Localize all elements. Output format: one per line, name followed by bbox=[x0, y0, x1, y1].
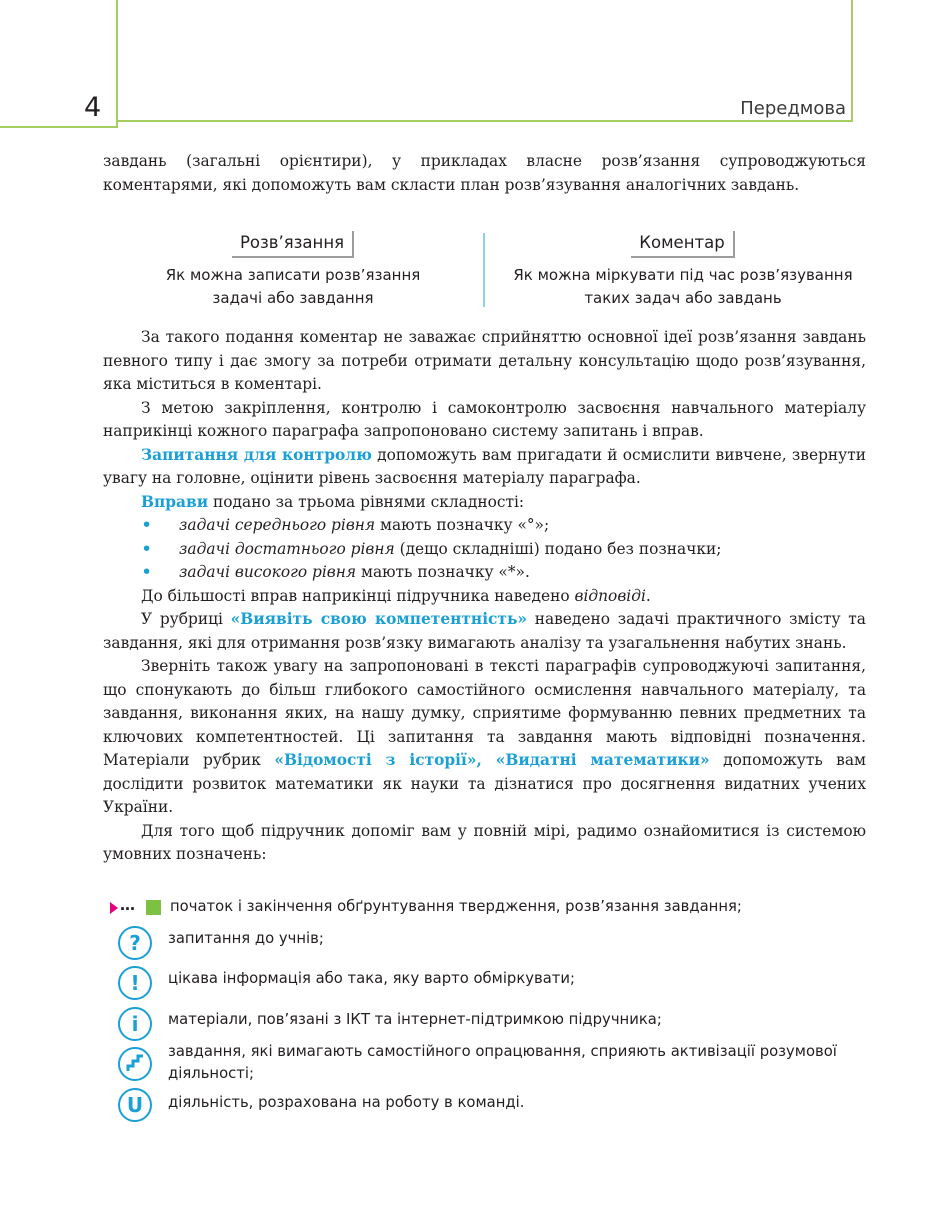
paragraph-commentary: За такого подання коментар не заважає сприйняттю основної ідеї розв’язання завдань певного типу і дає змогу за потреби отримати детальну консультацію щодо розв’язування, яка міститься в коментарі. bbox=[103, 328, 866, 393]
commentary-desc-line-1: Як можна міркувати під час розв’язування bbox=[513, 266, 853, 284]
paragraph-exercises bbox=[103, 491, 866, 515]
solution-desc-line-2: задачі або завдання bbox=[212, 289, 374, 307]
bullet-sufficient-text: (дещо складніші) подано без позначки; bbox=[394, 539, 722, 558]
attention-text-rest: допоможуть вам дослідити розвиток математики як науки та дізнатися про досягнення видатних учених України. bbox=[103, 751, 866, 816]
page-number: 4 bbox=[84, 92, 102, 123]
competence-highlight: «Виявіть свою компетентність» bbox=[230, 610, 528, 628]
control-questions-highlight: Запитання для контролю bbox=[141, 445, 372, 464]
bullet-dot-icon: • bbox=[141, 537, 153, 560]
legend-independent-text: завдання, які вимагають самостійного опрацювання, сприяють активізації розумової діяльності; bbox=[168, 1043, 837, 1082]
section-title: Передмова bbox=[740, 98, 846, 119]
commentary-description bbox=[493, 264, 873, 310]
bullet-medium-level bbox=[103, 514, 866, 538]
paragraph-legend-intro: Для того щоб підручник допоміг вам у повній мірі, радимо ознайомитися із системою умовних позначень: bbox=[103, 821, 866, 863]
answers-text-end: . bbox=[645, 586, 651, 605]
stairs-icon bbox=[118, 1047, 152, 1081]
solution-commentary-block bbox=[103, 231, 866, 313]
paragraph-control-questions bbox=[103, 444, 866, 491]
bullet-high-italic: задачі високого рівня bbox=[179, 563, 357, 581]
attention-highlight: «Відомості з історії», «Видатні математики» bbox=[274, 751, 710, 769]
paragraph-consolidation: З метою закріплення, контролю і самоконтролю засвоєння навчального матеріалу наприкінці кожного параграфа запропоновано систему запитань і вправ. bbox=[103, 398, 866, 440]
solution-description bbox=[103, 264, 483, 310]
solution-desc-line-1: Як можна записати розв’язання bbox=[165, 266, 421, 284]
commentary-column bbox=[493, 231, 873, 310]
bullet-medium-italic: задачі середнього рівня bbox=[179, 516, 376, 534]
paragraph-attention bbox=[103, 655, 866, 820]
paragraph-answers bbox=[103, 585, 866, 609]
legend-interesting-text: цікава інформація або така, яку варто обміркувати; bbox=[168, 970, 576, 987]
question-icon: ? bbox=[118, 926, 152, 960]
bullet-sufficient-level bbox=[103, 538, 866, 562]
exercises-highlight: Вправи bbox=[141, 492, 209, 511]
frame-vertical-right bbox=[851, 0, 853, 122]
frame-vertical-left bbox=[116, 0, 118, 128]
solution-label: Розв’язання bbox=[232, 231, 354, 258]
solution-column bbox=[103, 231, 483, 310]
column-divider bbox=[483, 233, 485, 307]
proof-end-icon bbox=[146, 900, 161, 915]
paragraph-competence bbox=[103, 608, 866, 655]
legend-proof-text: початок і закінчення обґрунтування твердження, розв’язання завдання; bbox=[170, 898, 742, 915]
competence-text-start: У рубриці bbox=[141, 610, 231, 628]
info-icon: i bbox=[118, 1007, 152, 1041]
commentary-label: Коментар bbox=[631, 231, 734, 258]
legend-team-text: діяльність, розрахована на роботу в команді. bbox=[168, 1094, 525, 1111]
proof-dots: … bbox=[120, 896, 135, 914]
exclamation-icon: ! bbox=[118, 966, 152, 1000]
answers-text-start: До більшості вправ наприкінці підручника наведено bbox=[141, 586, 575, 605]
legend-question-text: запитання до учнів; bbox=[168, 930, 324, 947]
exercises-text: подано за трьома рівнями складності: bbox=[208, 492, 525, 511]
intro-paragraph bbox=[103, 150, 866, 197]
answers-italic: відповіді bbox=[574, 586, 646, 605]
bullet-sufficient-italic: задачі достатнього рівня bbox=[179, 539, 395, 558]
attention-text-start: Зверніть також увагу на запропоновані в тексті параграфів супроводжуючі запитання, що спонукають до більш глибокого самостійного осмислення навчального матеріалу, та завдання, виконання яких, на нашу думку, сприятиме формуванню певних предметних та ключових компетентностей. Ці запитання та завдання мають відповідні позначення. Матеріали рубрик bbox=[103, 657, 866, 769]
commentary-desc-line-2: таких задач або завдань bbox=[584, 289, 782, 307]
main-body bbox=[103, 326, 866, 867]
proof-start-icon bbox=[110, 902, 118, 914]
bullet-dot-icon: • bbox=[141, 561, 153, 583]
intro-text: завдань (загальні орієнтири), у прикладах власне розв’язання супроводжуються коментарями, які допоможуть вам скласти план розв’язування аналогічних завдань. bbox=[103, 152, 866, 194]
competence-text-rest: наведено задачі практичного змісту та завдання, які для отримання розв’язку вимагають аналізу та узагальнення набутих знань. bbox=[103, 610, 866, 652]
legend-ict-text: матеріали, пов’язані з ІКТ та інтернет-підтримкою підручника; bbox=[168, 1011, 662, 1028]
frame-horizontal-left bbox=[0, 126, 118, 128]
team-icon: U bbox=[118, 1088, 152, 1122]
bullet-high-text: мають позначку «*». bbox=[356, 563, 530, 581]
bullet-high-level bbox=[103, 561, 866, 585]
bullet-dot-icon: • bbox=[141, 514, 153, 536]
frame-horizontal-right bbox=[118, 120, 853, 122]
bullet-medium-text: мають позначку «°»; bbox=[375, 516, 550, 534]
control-questions-text: допоможуть вам пригадати й осмислити вивчене, звернути увагу на головне, оцінити рівень засвоєння матеріалу параграфа. bbox=[103, 445, 867, 487]
